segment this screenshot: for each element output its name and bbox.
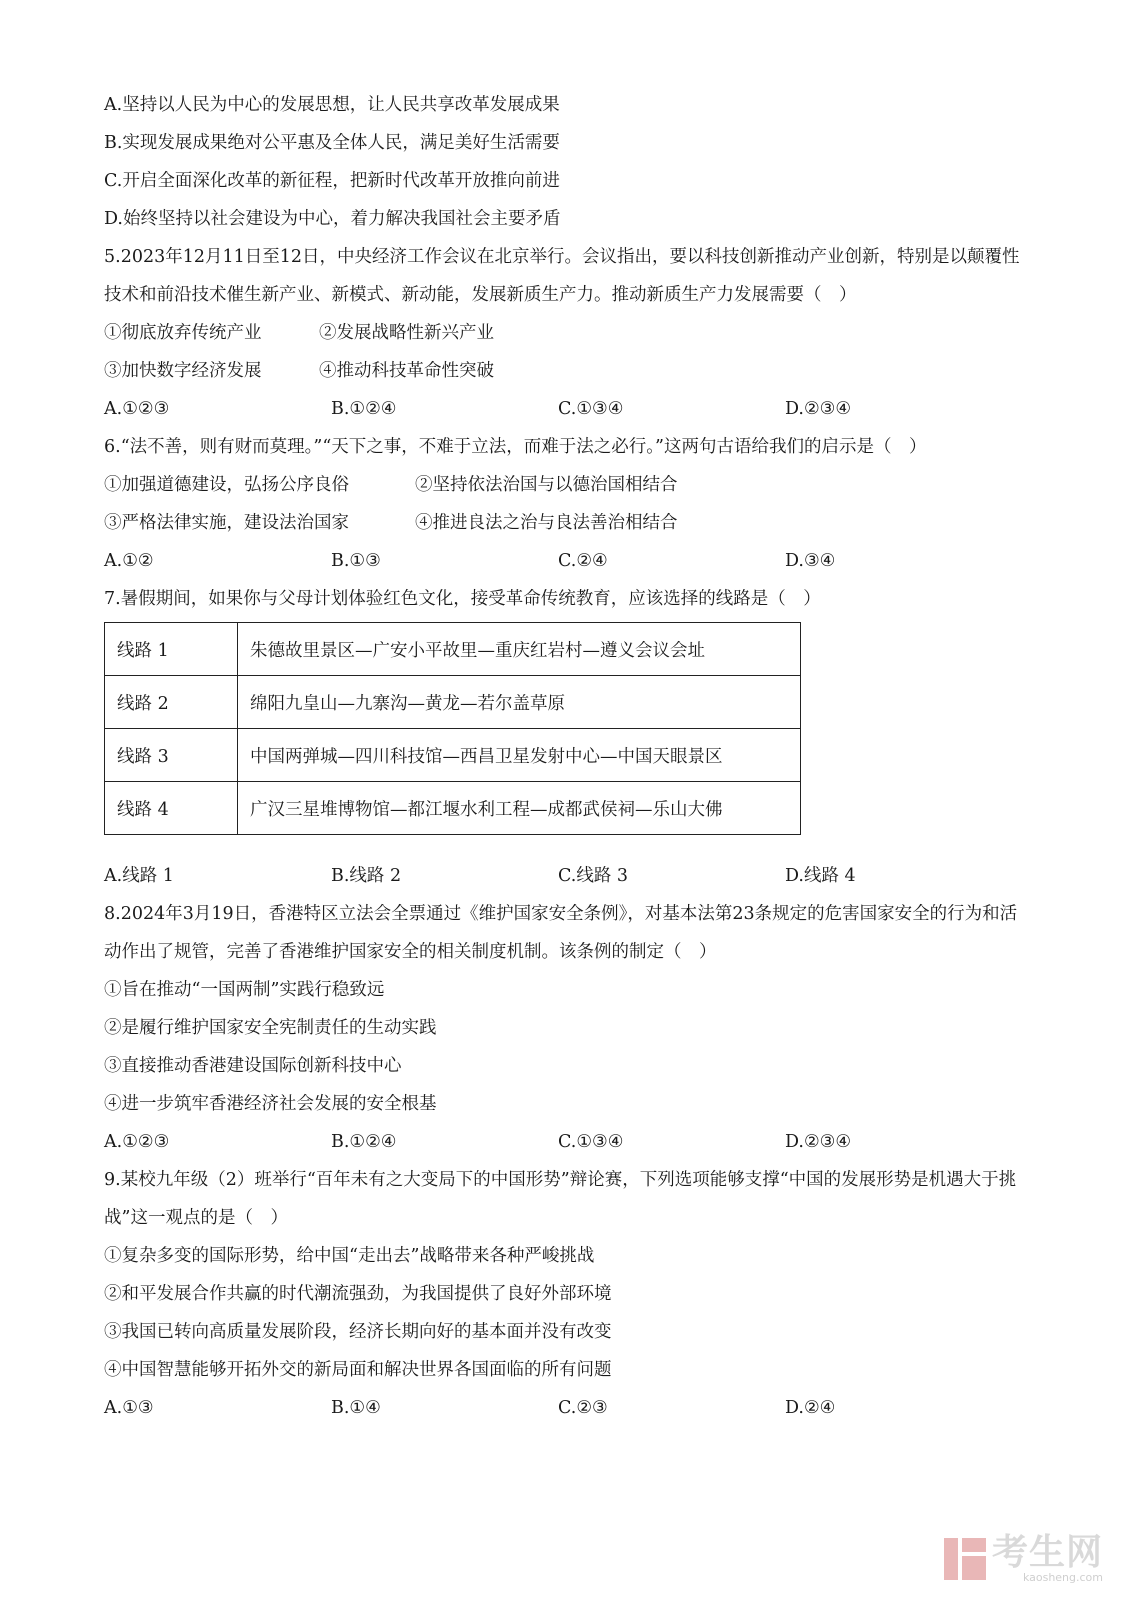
route-name: 线路 3 <box>105 729 238 782</box>
route-desc: 绵阳九皇山—九寨沟—黄龙—若尔盖草原 <box>238 676 801 729</box>
q9-stem: 9.某校九年级（2）班举行“百年未有之大变局下的中国形势”辩论赛，下列选项能够支撑“中国的发展形势是机遇大于挑战”这一观点的是（ ） <box>104 1170 1017 1228</box>
q8-item-2: ②是履行维护国家安全宪制责任的生动实践 <box>104 1018 437 1038</box>
watermark-url: kaosheng.com <box>1022 1571 1103 1584</box>
table-row <box>105 782 801 835</box>
q7-choice-d: D.线路 4 <box>785 866 856 886</box>
q8-choice-d: D.②③④ <box>785 1132 852 1152</box>
logo-icon <box>944 1538 986 1580</box>
table-row <box>105 676 801 729</box>
q8-choice-b: B.①②④ <box>331 1132 397 1152</box>
q6-choice-a: A.①② <box>104 551 154 571</box>
q7-choice-b: B.线路 2 <box>331 866 402 886</box>
q9-choice-b: B.①④ <box>331 1398 381 1418</box>
q4-option-c: C.开启全面深化改革的新征程，把新时代改革开放推向前进 <box>104 171 560 191</box>
q5-choice-c: C.①③④ <box>558 399 624 419</box>
q5-item-3: ③加快数字经济发展 <box>104 361 262 381</box>
q5-items-row1 <box>104 314 1034 352</box>
q8-choices <box>104 1123 1034 1161</box>
route-desc: 广汉三星堆博物馆—都江堰水利工程—成都武侯祠—乐山大佛 <box>238 782 801 835</box>
q9-item-1: ①复杂多变的国际形势，给中国“走出去”战略带来各种严峻挑战 <box>104 1246 595 1266</box>
q6-item-2: ②坚持依法治国与以德治国相结合 <box>415 475 678 495</box>
q5-item-1: ①彻底放弃传统产业 <box>104 323 262 343</box>
route-table <box>104 622 801 835</box>
watermark-name: 考生网 <box>991 1532 1103 1573</box>
q9-item-2: ②和平发展合作共赢的时代潮流强劲，为我国提供了良好外部环境 <box>104 1284 612 1304</box>
route-name: 线路 1 <box>105 623 238 676</box>
q5-choice-a: A.①②③ <box>104 399 170 419</box>
q5-choice-d: D.②③④ <box>785 399 852 419</box>
q6-choices <box>104 542 1034 580</box>
q7-choice-a: A.线路 1 <box>104 866 174 886</box>
q9-choice-c: C.②③ <box>558 1398 608 1418</box>
q6-stem: 6.“法不善，则有财而莫理。”“天下之事，不难于立法，而难于法之必行。”这两句古语给我们的启示是（ ） <box>104 437 927 457</box>
q7-stem: 7.暑假期间，如果你与父母计划体验红色文化，接受革命传统教育，应该选择的线路是（ ） <box>104 589 821 609</box>
q8-item-4: ④进一步筑牢香港经济社会发展的安全根基 <box>104 1094 437 1114</box>
q8-choice-a: A.①②③ <box>104 1132 170 1152</box>
table-row <box>105 729 801 782</box>
q9-choices <box>104 1389 1034 1427</box>
q6-item-1: ①加强道德建设，弘扬公序良俗 <box>104 475 349 495</box>
q9-item-4: ④中国智慧能够开拓外交的新局面和解决世界各国面临的所有问题 <box>104 1360 612 1380</box>
q4-option-b: B.实现发展成果绝对公平惠及全体人民，满足美好生活需要 <box>104 133 560 153</box>
q8-item-1: ①旨在推动“一国两制”实践行稳致远 <box>104 980 385 1000</box>
q7-choice-c: C.线路 3 <box>558 866 629 886</box>
q6-choice-c: C.②④ <box>558 551 608 571</box>
q8-stem: 8.2024年3月19日，香港特区立法会全票通过《维护国家安全条例》，对基本法第23条规定的危害国家安全的行为和活动作出了规管，完善了香港维护国家安全的相关制度机制。该条例的制定（ ） <box>104 904 1018 962</box>
q5-item-2: ②发展战略性新兴产业 <box>319 323 494 343</box>
q5-stem: 5.2023年12月11日至12日，中央经济工作会议在北京举行。会议指出，要以科技创新推动产业创新，特别是以颠覆性技术和前沿技术催生新产业、新模式、新动能，发展新质生产力。推动新质生产力发展需要（ ） <box>104 247 1020 305</box>
table-row <box>105 623 801 676</box>
route-desc: 朱德故里景区—广安小平故里—重庆红岩村—遵义会议会址 <box>238 623 801 676</box>
q4-option-d: D.始终坚持以社会建设为中心，着力解决我国社会主要矛盾 <box>104 209 561 229</box>
q6-item-4: ④推进良法之治与良法善治相结合 <box>415 513 678 533</box>
q5-items-row2 <box>104 352 1034 390</box>
q5-choices <box>104 390 1034 428</box>
q6-item-3: ③严格法律实施，建设法治国家 <box>104 513 349 533</box>
q6-items-row1 <box>104 466 1034 504</box>
q6-choice-d: D.③④ <box>785 551 836 571</box>
route-name: 线路 4 <box>105 782 238 835</box>
q6-items-row2 <box>104 504 1034 542</box>
q5-item-4: ④推动科技革命性突破 <box>319 361 494 381</box>
exam-page <box>104 86 1034 1427</box>
q9-choice-d: D.②④ <box>785 1398 836 1418</box>
q8-item-3: ③直接推动香港建设国际创新科技中心 <box>104 1056 402 1076</box>
q5-choice-b: B.①②④ <box>331 399 397 419</box>
q4-option-a: A.坚持以人民为中心的发展思想，让人民共享改革发展成果 <box>104 95 560 115</box>
q9-item-3: ③我国已转向高质量发展阶段，经济长期向好的基本面并没有改变 <box>104 1322 612 1342</box>
q8-choice-c: C.①③④ <box>558 1132 624 1152</box>
q7-choices <box>104 857 1034 895</box>
route-desc: 中国两弹城—四川科技馆—西昌卫星发射中心—中国天眼景区 <box>238 729 801 782</box>
route-name: 线路 2 <box>105 676 238 729</box>
q6-choice-b: B.①③ <box>331 551 381 571</box>
q9-choice-a: A.①③ <box>104 1398 154 1418</box>
watermark <box>944 1534 1103 1584</box>
